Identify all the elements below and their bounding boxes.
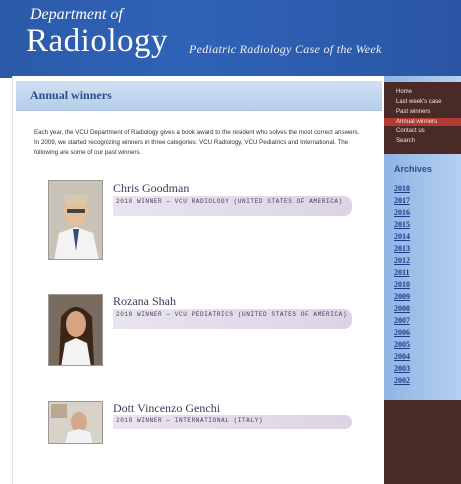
archive-link-2009[interactable]: 2009 — [394, 292, 410, 301]
archive-link-2002[interactable]: 2002 — [394, 376, 410, 385]
archives-title: Archives — [394, 164, 433, 174]
archive-link-2005[interactable]: 2005 — [394, 340, 410, 349]
winner-photo — [48, 294, 103, 366]
nav-item-home[interactable]: Home — [396, 89, 413, 95]
winner-name: Rozana Shah — [113, 294, 176, 308]
site-header — [0, 0, 461, 78]
winner-detail: 2018 WINNER — INTERNATIONAL (ITALY) — [116, 417, 264, 424]
archive-link-2017[interactable]: 2017 — [394, 196, 410, 205]
archive-link-2004[interactable]: 2004 — [394, 352, 410, 361]
archive-link-2014[interactable]: 2014 — [394, 232, 410, 241]
winner-name: Dott Vincenzo Genchi — [113, 401, 221, 415]
winner-detail: 2018 WINNER — VCU RADIOLOGY (UNITED STATES OF AMERICA) — [116, 198, 343, 205]
department-label: Department of — [30, 6, 123, 23]
winner-detail: 2018 WINNER — VCU PEDIATRICS (UNITED STATES OF AMERICA) — [116, 311, 348, 318]
nav-item-search[interactable]: Search — [396, 138, 416, 144]
archive-link-2013[interactable]: 2013 — [394, 244, 410, 253]
winner-photo — [48, 401, 103, 444]
winner-name: Chris Goodman — [113, 181, 190, 195]
section-title: Annual winners — [30, 88, 112, 102]
nav-item-contact[interactable]: Contact us — [396, 128, 425, 134]
sidebar-footer — [384, 400, 461, 484]
intro-paragraph: Each year, the VCU Department of Radiology gives a book award to the resident who solves the most correct answers. In 2009, we started recognizing winners in three categories: VCU Radiology, VCU Pediatrics and International. The following are some of our past winners. — [34, 129, 360, 156]
archive-link-2003[interactable]: 2003 — [394, 364, 410, 373]
archive-link-2006[interactable]: 2006 — [394, 328, 410, 337]
archive-link-2007[interactable]: 2007 — [394, 316, 410, 325]
winner-photo — [48, 180, 103, 260]
archive-link-2010[interactable]: 2010 — [394, 280, 410, 289]
nav-item-annual-winners[interactable]: Annual winners — [384, 118, 461, 126]
winner-band — [113, 196, 352, 216]
winner-band — [113, 309, 352, 329]
archive-link-2011[interactable]: 2011 — [394, 268, 410, 277]
nav-item-past-winners[interactable]: Past winners — [396, 109, 431, 115]
section-header — [16, 81, 382, 111]
site-title[interactable]: Radiology — [26, 23, 168, 59]
site-subtitle: Pediatric Radiology Case of the Week — [189, 42, 382, 56]
archive-link-2012[interactable]: 2012 — [394, 256, 410, 265]
archive-link-2016[interactable]: 2016 — [394, 208, 410, 217]
winner-band — [113, 415, 352, 429]
archive-link-2015[interactable]: 2015 — [394, 220, 410, 229]
nav-item-last-case[interactable]: Last week's case — [396, 99, 442, 105]
archive-link-2018[interactable]: 2018 — [394, 184, 410, 193]
archive-link-2008[interactable]: 2008 — [394, 304, 410, 313]
sidebar-nav — [384, 82, 461, 154]
